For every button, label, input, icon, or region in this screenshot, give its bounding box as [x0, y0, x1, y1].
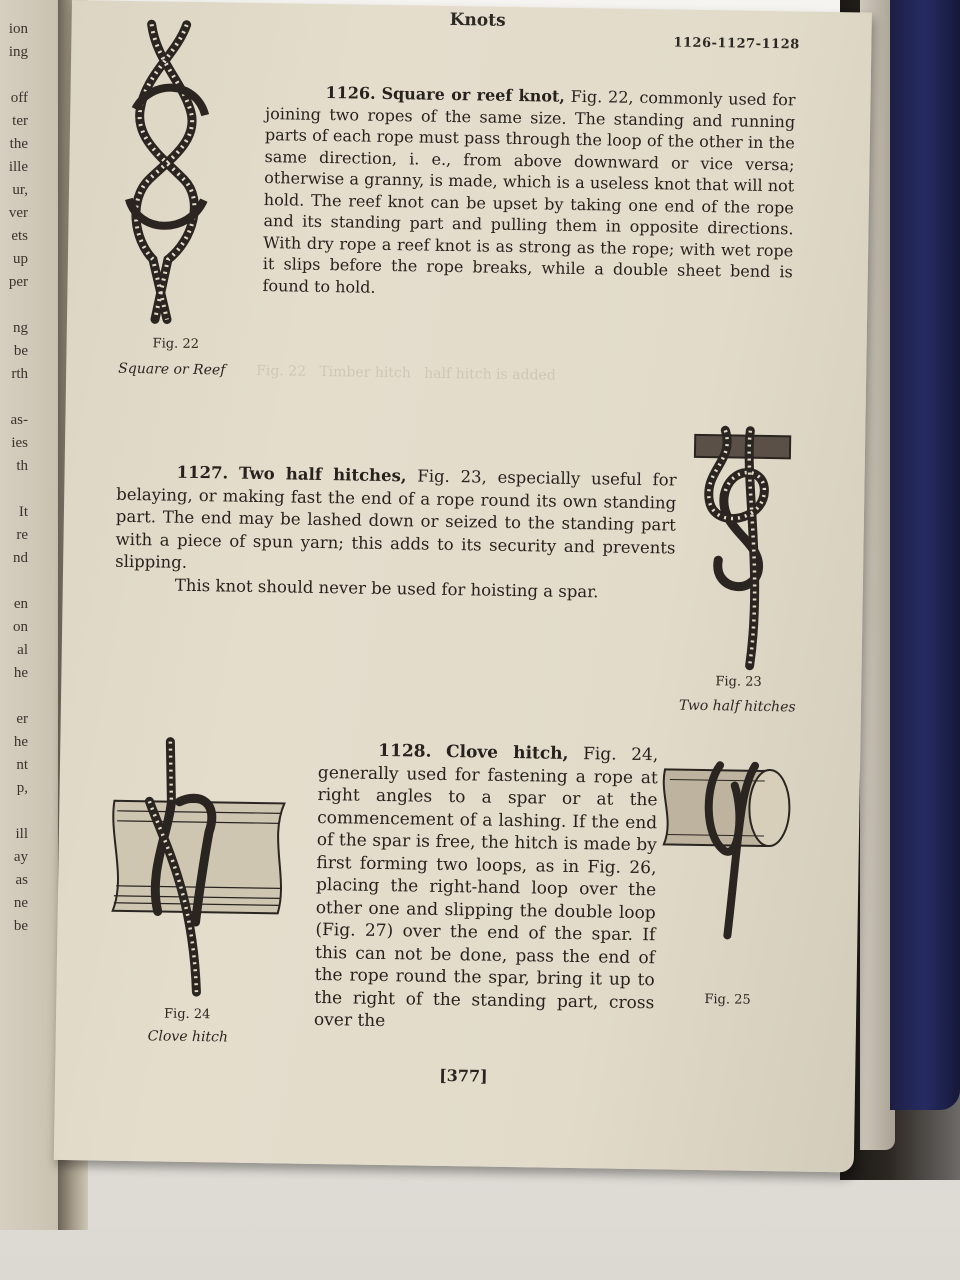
left-page-fragment: [0, 685, 28, 708]
page-number: [377]: [439, 1065, 488, 1086]
left-page-fragment: er: [16, 711, 28, 727]
left-page-fragment: ill: [15, 826, 28, 842]
left-page-fragment: [0, 64, 28, 87]
left-page-fragment: as: [15, 872, 28, 888]
right-page: [54, 0, 872, 1172]
section-1128: [314, 739, 659, 1037]
left-page-fragment: al: [17, 642, 28, 658]
left-page-fragment: ille: [8, 159, 28, 175]
left-page-fragment: the: [9, 136, 28, 152]
square-knot-illustration: [107, 19, 232, 331]
fig23-caption: Two half hitches: [678, 697, 796, 716]
left-page-fragment: [0, 570, 28, 593]
section-1126-number: 1126.: [325, 82, 376, 103]
clove-hitch-log-illustration: [657, 754, 800, 946]
left-page-fragment: off: [10, 90, 28, 106]
left-page-fragment: th: [16, 458, 28, 474]
fig25-label: Fig. 25: [704, 992, 751, 1008]
left-page-fragment: [0, 800, 28, 823]
show-through-text: Fig. 22 Timber hitch half hitch is added: [256, 362, 556, 384]
section-1128-body: Fig. 24, generally used for fastening a rope at right angles to a spar or at the commencement of a lashing. If the end of the spar is free, the hitch is made by first forming two loops, as in Fig. 26, placing the right-hand loop over the other one and slipping the double loop (Fig. 27) over the end of the spar. If this can not be done, pass the end of the rope round the spar, bring it up to the right of the standing part, cross over the: [313, 743, 659, 1032]
left-page-fragment: he: [13, 665, 28, 681]
left-page-fragment: re: [16, 527, 28, 543]
section-1128-title: Clove hitch,: [445, 741, 569, 764]
section-1126: [262, 81, 795, 304]
left-page-fragment: ion: [8, 21, 28, 37]
left-page-fragment: [0, 294, 28, 317]
left-page-fragment: ng: [13, 320, 28, 336]
left-page-fragment: It: [18, 504, 28, 520]
left-page-fragment: on: [13, 619, 28, 635]
left-page-fragment: as-: [10, 412, 28, 428]
section-1126-title: Square or reef knot,: [381, 83, 566, 106]
left-page-fragment: per: [8, 274, 28, 290]
left-page-fragment: be: [13, 343, 28, 359]
two-half-hitches-illustration: [692, 420, 796, 672]
section-1126-body: Fig. 22, commonly used for joining two ropes of the same size. The standing and running parts of each rope must pass through the loop of the other in the same direction, i. e., from above downward or vice versa; otherwise a granny, is made, which is a useless knot that will not hold. The reef knot can be upset by taking one end of the rope and its standing part and pulling them in opposite directions. With dry rope a reef knot is as strong as the rope; with wet rope it slips before the rope breaks, while a double sheet bend is found to hold.: [262, 86, 796, 297]
left-page-fragment: ver: [8, 205, 28, 221]
section-1127-body2: This knot should never be used for hoisting a spar.: [174, 575, 599, 601]
clove-hitch-illustration: [106, 741, 300, 1004]
left-page-fragment: he: [13, 734, 28, 750]
left-page-fragment: be: [13, 918, 28, 934]
left-page-fragment: nd: [13, 550, 28, 566]
running-head: Knots: [449, 9, 506, 31]
left-page-text-fragments: [0, 18, 28, 938]
left-page-fragment: ies: [11, 435, 28, 451]
section-1127-body: Fig. 23, especially useful for belaying, or making fast the end of a rope round its own standing part. The end may be lashed down or seized to the standing part with a piece of spun yarn; this adds to its security and prevents slipping.: [115, 466, 677, 572]
left-page-fragment: ets: [11, 228, 28, 244]
section-1127-title: Two half hitches,: [238, 463, 407, 486]
fig24-caption: Clove hitch: [147, 1028, 229, 1046]
section-1127: [115, 461, 677, 605]
section-1127-number: 1127.: [176, 462, 229, 483]
fig24-label: Fig. 24: [163, 1006, 211, 1023]
left-page-fragment: p,: [16, 780, 28, 796]
left-page-fragment: ne: [13, 895, 28, 911]
page-range: 1126-1127-1128: [673, 35, 800, 53]
left-page-fragment: [0, 478, 28, 501]
section-1128-number: 1128.: [378, 740, 432, 762]
left-page-fragment: ur,: [12, 182, 28, 198]
left-page-fragment: ter: [12, 113, 28, 129]
fig22-label: Fig. 22: [152, 336, 200, 353]
left-page-fragment: nt: [16, 757, 28, 773]
book-cover: [890, 0, 960, 1110]
left-page-fragment: ay: [13, 849, 28, 865]
left-page-fragment: en: [13, 596, 28, 612]
left-page-fragment: [0, 386, 28, 409]
left-page-fragment: rth: [11, 366, 28, 382]
left-page-fragment: up: [13, 251, 28, 267]
fig23-label: Fig. 23: [715, 674, 762, 690]
left-page-fragment: ing: [8, 44, 28, 60]
fig22-caption: Square or Reef: [118, 360, 226, 379]
